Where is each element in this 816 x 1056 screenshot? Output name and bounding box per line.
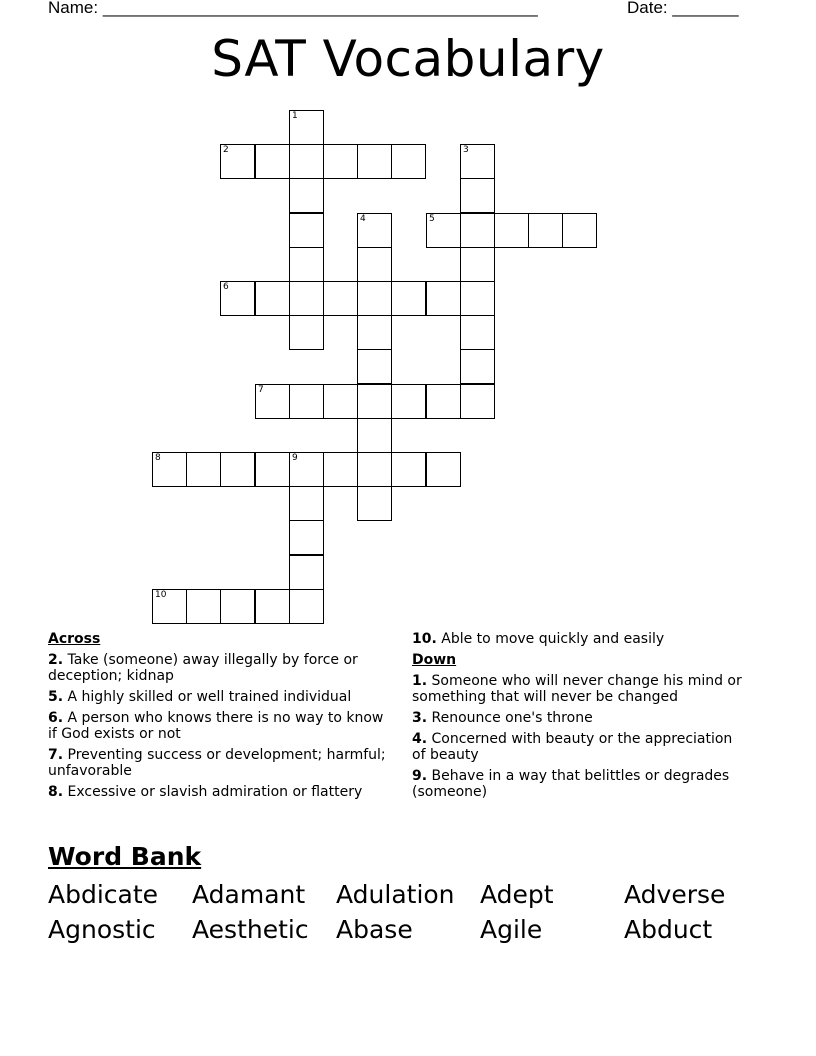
crossword-cell[interactable]	[255, 452, 290, 487]
crossword-cell[interactable]	[186, 589, 221, 624]
crossword-cell[interactable]	[289, 247, 324, 282]
crossword-cell[interactable]	[357, 247, 392, 282]
crossword-cell[interactable]	[357, 452, 392, 487]
across-clue: 6. A person who knows there is no way to know if God exists or not	[48, 710, 384, 742]
across-heading: Across	[48, 631, 101, 647]
crossword-cell[interactable]	[357, 349, 392, 384]
crossword-cell[interactable]	[152, 452, 187, 487]
crossword-cell[interactable]	[357, 315, 392, 350]
word-bank-item: Abduct	[624, 915, 713, 944]
crossword-cell[interactable]	[460, 247, 495, 282]
down-clue: 9. Behave in a way that belittles or degrades (someone)	[412, 768, 730, 800]
clue-number: 8	[155, 453, 161, 463]
crossword-cell[interactable]	[220, 452, 255, 487]
word-bank	[48, 880, 768, 944]
crossword-cell[interactable]	[289, 384, 324, 419]
crossword-cell[interactable]	[528, 213, 563, 248]
word-bank-item: Adverse	[624, 880, 726, 909]
crossword-cell[interactable]	[255, 281, 290, 316]
crossword-cell[interactable]	[460, 315, 495, 350]
down-clue: 3. Renounce one's throne	[412, 710, 593, 726]
word-bank-item: Abdicate	[48, 880, 159, 909]
down-clue: 1. Someone who will never change his mind or something that will never be changed	[412, 673, 742, 705]
crossword-cell[interactable]	[357, 384, 392, 419]
crossword-cell[interactable]	[426, 384, 461, 419]
crossword-cell[interactable]	[357, 144, 392, 179]
name-line: ______________________________________________	[102, 0, 538, 17]
clue-number: 7	[258, 385, 264, 395]
crossword-cell[interactable]	[426, 213, 461, 248]
crossword-cell[interactable]	[460, 144, 495, 179]
crossword-cell[interactable]	[562, 213, 597, 248]
crossword-cell[interactable]	[460, 213, 495, 248]
crossword-cell[interactable]	[220, 281, 255, 316]
down-heading: Down	[412, 652, 457, 668]
crossword-cell[interactable]	[460, 281, 495, 316]
crossword-cell[interactable]	[152, 589, 187, 624]
clue-number: 10	[155, 590, 167, 600]
crossword-cell[interactable]	[255, 144, 290, 179]
crossword-cell[interactable]	[255, 384, 290, 419]
word-bank-title: Word Bank	[48, 842, 202, 871]
crossword-cell[interactable]	[391, 281, 426, 316]
date-label: Date:	[627, 0, 668, 17]
crossword-cell[interactable]	[391, 144, 426, 179]
across-clue: 5. A highly skilled or well trained individual	[48, 689, 352, 705]
clue-number: 2	[223, 145, 229, 155]
clue-number: 5	[429, 214, 435, 224]
word-bank-item: Adulation	[336, 880, 455, 909]
word-bank-item: Abase	[336, 915, 413, 944]
crossword-cell[interactable]	[460, 178, 495, 213]
crossword-cell[interactable]	[391, 452, 426, 487]
across-clue: 10. Able to move quickly and easily	[412, 631, 665, 647]
crossword-cell[interactable]	[186, 452, 221, 487]
word-bank-item: Adamant	[192, 880, 306, 909]
clue-number: 9	[292, 453, 298, 463]
crossword-cell[interactable]	[289, 178, 324, 213]
clues-column-right	[412, 631, 742, 805]
clues-column-left	[48, 631, 393, 805]
clue-number: 1	[292, 111, 298, 121]
crossword-cell[interactable]	[289, 144, 324, 179]
across-clue: 7. Preventing success or development; harmful; unfavorable	[48, 747, 386, 779]
crossword-cell[interactable]	[289, 452, 324, 487]
crossword-cell[interactable]	[494, 213, 529, 248]
crossword-cell[interactable]	[357, 213, 392, 248]
crossword-cell[interactable]	[323, 281, 358, 316]
crossword-cell[interactable]	[289, 213, 324, 248]
clue-number: 3	[463, 145, 469, 155]
word-bank-item: Agnostic	[48, 915, 156, 944]
crossword-cell[interactable]	[391, 384, 426, 419]
crossword-cell[interactable]	[289, 520, 324, 555]
crossword-cell[interactable]	[289, 110, 324, 145]
crossword-cell[interactable]	[289, 589, 324, 624]
crossword-cell[interactable]	[357, 281, 392, 316]
page-title: SAT Vocabulary	[211, 30, 605, 88]
across-clue: 2. Take (someone) away illegally by force or deception; kidnap	[48, 652, 358, 684]
crossword-cell[interactable]	[289, 486, 324, 521]
crossword-cell[interactable]	[460, 384, 495, 419]
word-bank-item: Adept	[480, 880, 554, 909]
word-bank-item: Aesthetic	[192, 915, 309, 944]
down-clue: 4. Concerned with beauty or the appreciation of beauty	[412, 731, 733, 763]
clue-number: 4	[360, 214, 366, 224]
crossword-cell[interactable]	[289, 315, 324, 350]
crossword-cell[interactable]	[255, 589, 290, 624]
crossword-cell[interactable]	[289, 555, 324, 590]
crossword-cell[interactable]	[323, 384, 358, 419]
crossword-cell[interactable]	[426, 281, 461, 316]
word-bank-item: Agile	[480, 915, 543, 944]
clue-number: 6	[223, 282, 229, 292]
name-label: Name:	[48, 0, 99, 17]
crossword-cell[interactable]	[323, 452, 358, 487]
crossword-cell[interactable]	[323, 144, 358, 179]
crossword-cell[interactable]	[357, 418, 392, 453]
across-clue: 8. Excessive or slavish admiration or flattery	[48, 784, 363, 800]
crossword-cell[interactable]	[289, 281, 324, 316]
crossword-cell[interactable]	[220, 144, 255, 179]
crossword-cell[interactable]	[426, 452, 461, 487]
crossword-cell[interactable]	[460, 349, 495, 384]
date-line: _______	[672, 0, 739, 17]
crossword-cell[interactable]	[357, 486, 392, 521]
crossword-cell[interactable]	[220, 589, 255, 624]
